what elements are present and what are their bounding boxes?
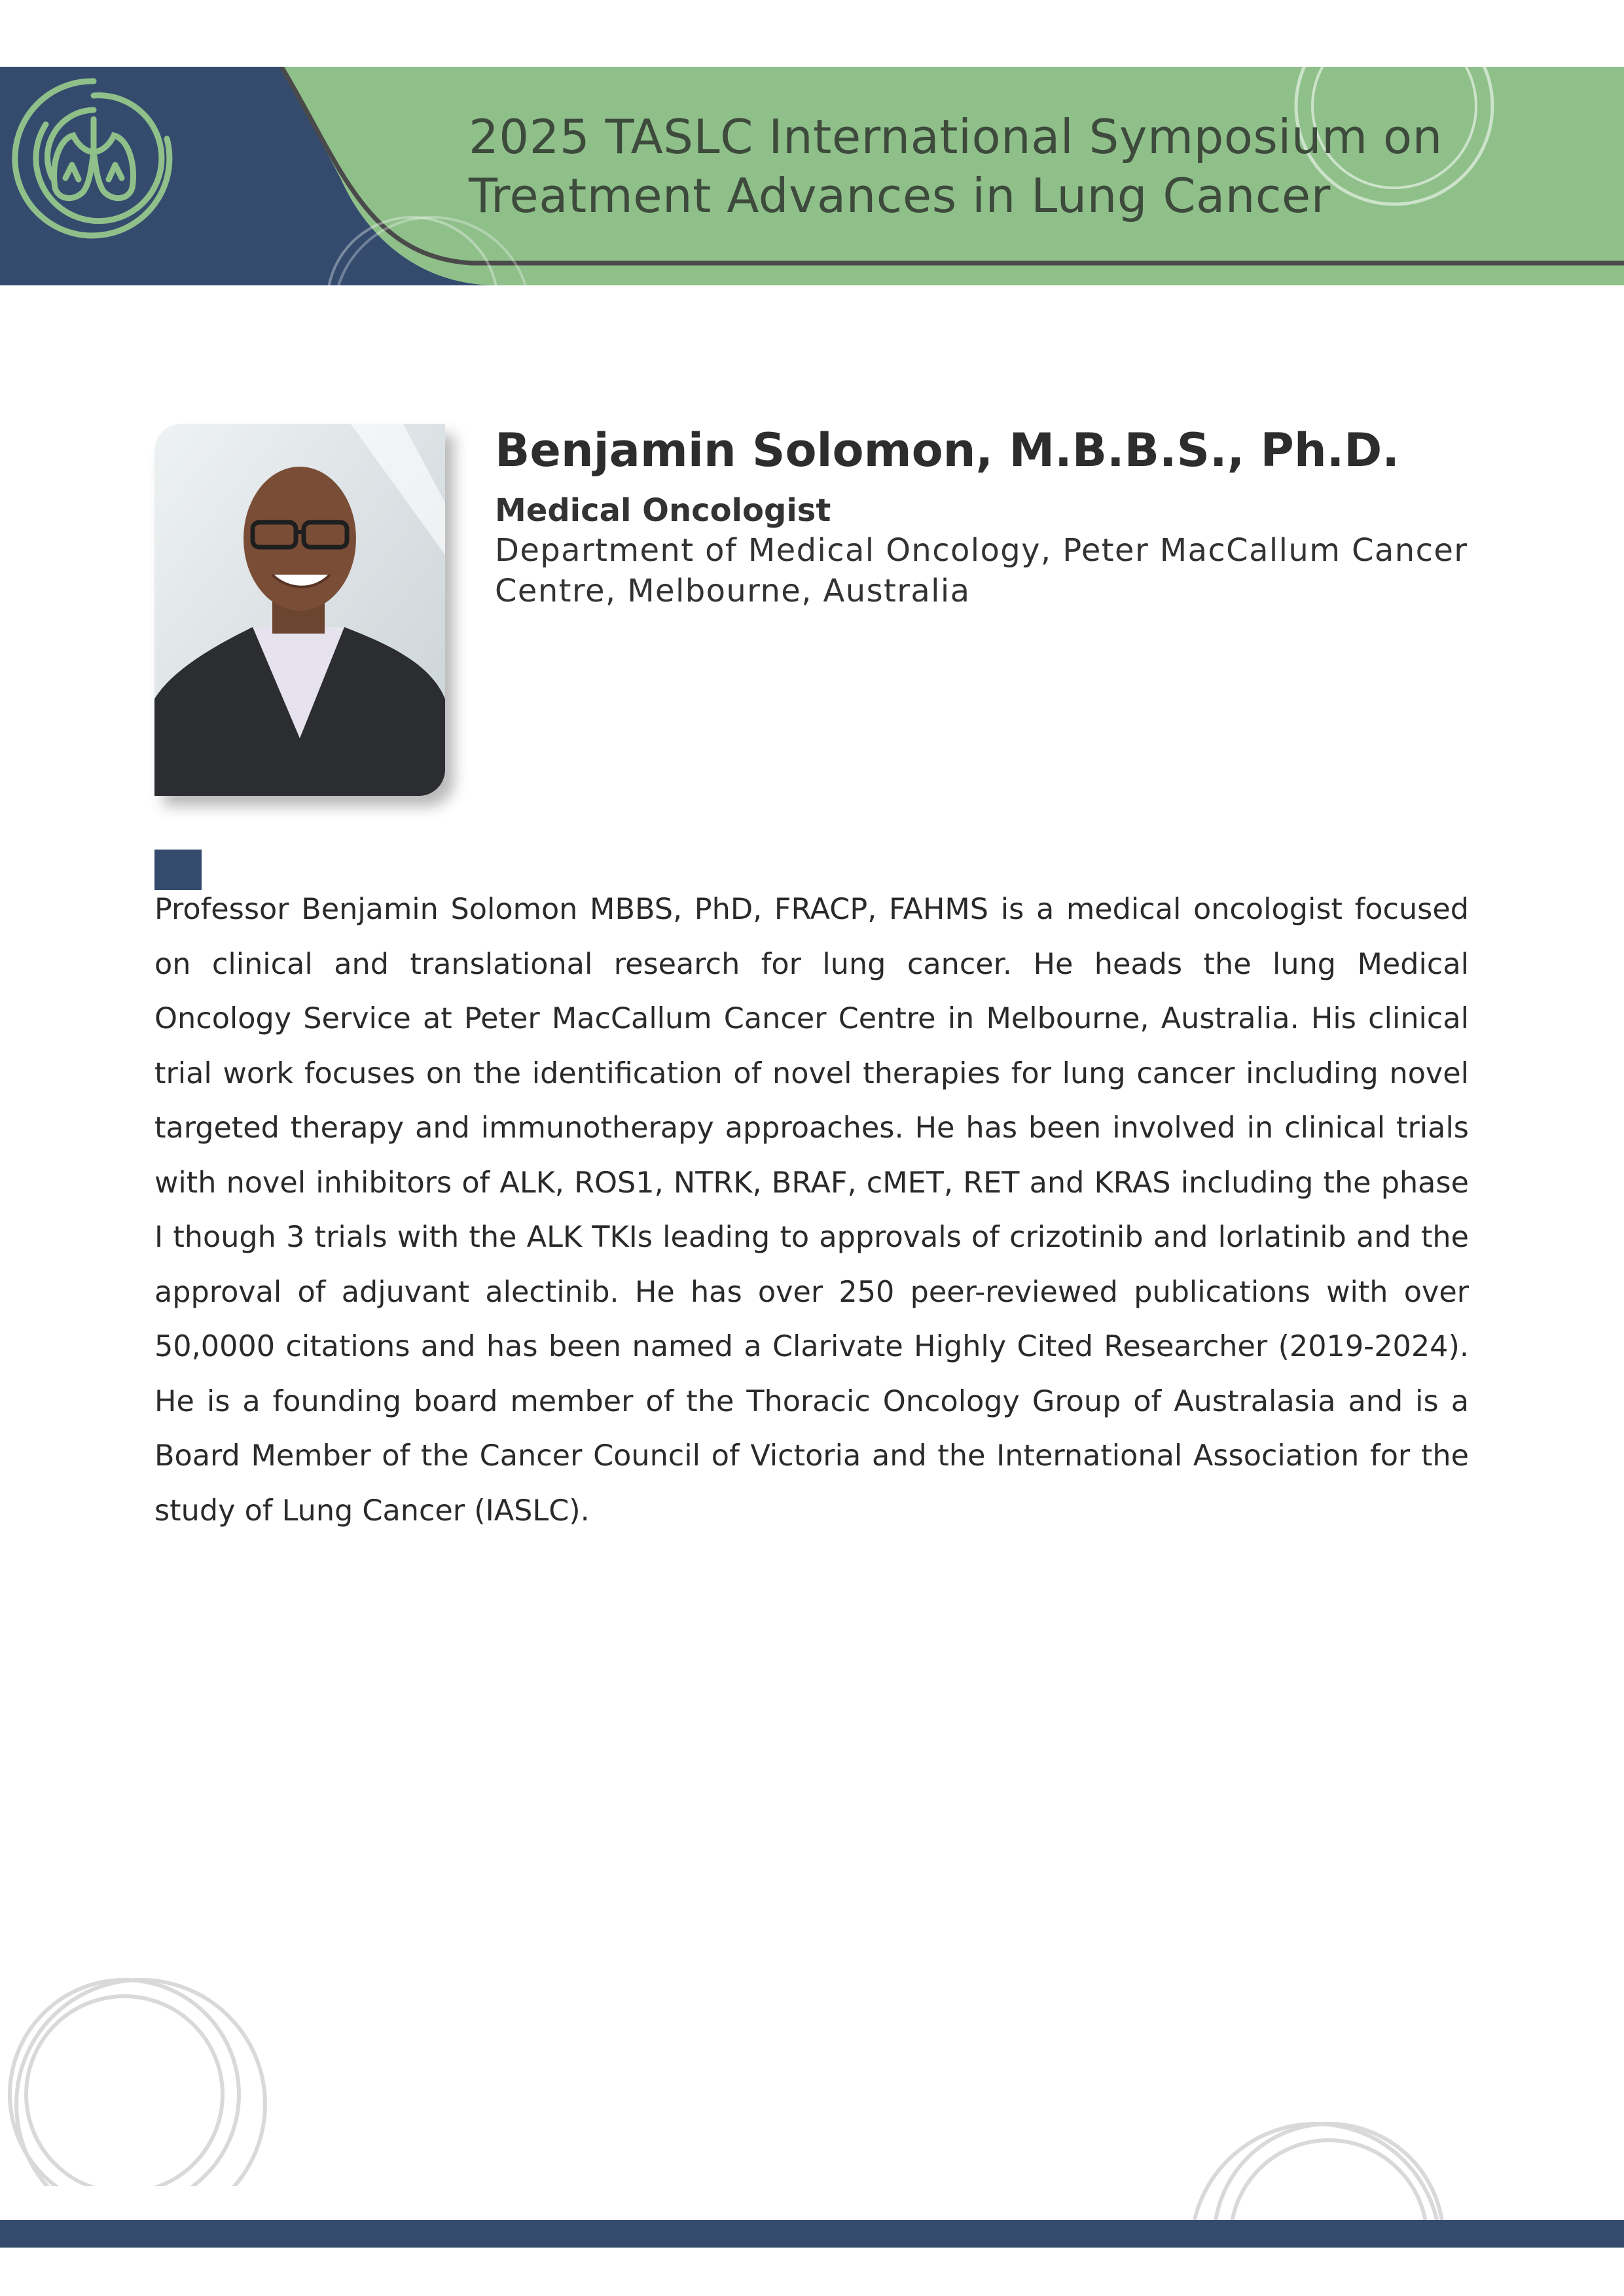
- decorative-circles-right: [1178, 2108, 1453, 2220]
- speaker-bio: Professor Benjamin Solomon MBBS, PhD, FRACP, FAHMS is a medical oncologist focused on clinical and translational research for lung cancer. He heads the lung Medical Oncology Service at Peter MacCallum Cancer Centre in Melbourne, Australia. His clinical trial work focuses on the identification of novel therapies for lung cancer including novel targeted therapy and immunotherapy approaches. He has been involved in clinical trials with novel inhibitors of ALK, ROS1, NTRK, BRAF, cMET, RET and KRAS including the phase I though 3 trials with the ALK TKIs leading to approvals of crizotinib and lorlatinib and the approval of adjuvant alectinib. He has over 250 peer-reviewed publications with over 50,0000 citations and has been named a Clarivate Highly Cited Researcher (2019-2024). He is a founding board member of the Thoracic Oncology Group of Australasia and is a Board Member of the Cancer Council of Victoria and the International Association for the study of Lung Cancer (IASLC).: [154, 893, 1469, 1528]
- lungs-icon: [0, 67, 187, 247]
- speaker-name: Benjamin Solomon, M.B.B.S., Ph.D.: [495, 423, 1399, 477]
- decorative-circles-left: [0, 1977, 275, 2186]
- speaker-photo: [154, 424, 445, 796]
- header-banner: [0, 67, 1624, 285]
- footer-bar: [0, 2220, 1624, 2248]
- event-title: 2025 TASLC International Symposium on Treatment Advances in Lung Cancer: [469, 109, 1443, 223]
- speaker-portrait: [154, 424, 445, 796]
- speaker-affiliation: Department of Medical Oncology, Peter MacCallum Cancer Centre, Melbourne, Australia: [495, 532, 1468, 609]
- speaker-role: Medical Oncologist: [495, 492, 831, 529]
